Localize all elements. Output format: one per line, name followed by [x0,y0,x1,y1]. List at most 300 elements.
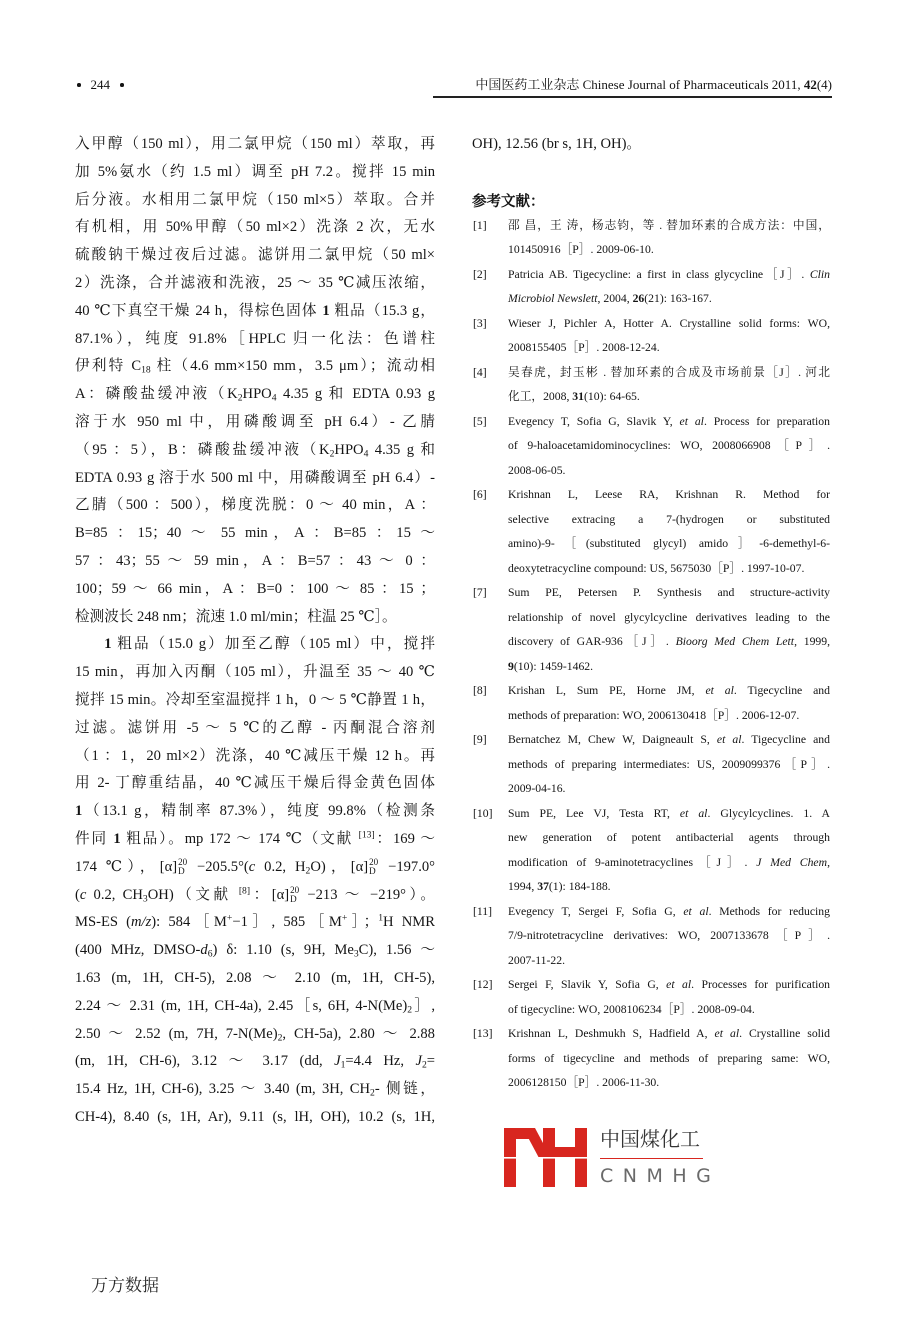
text-line [508,385,830,410]
text-run: −213 ～ −219°）。 [300,886,435,903]
text-line [75,159,435,187]
text-run: deoxytetracycline compound: US, 5675030［P］. 1997-10-07. [508,561,805,575]
superscript: + [341,913,348,925]
italic-text: et al [683,904,709,918]
text-run: 15 min，再加入丙酮（105 ml），升温至 35 ～ 40 ℃ [75,664,435,681]
subscript: 4 [363,448,369,460]
subscript: 4 [271,392,277,404]
subscript: D [290,894,297,905]
reference-number: [1] [473,218,487,232]
text-line [75,687,435,715]
text-line [508,606,830,631]
reference-text [508,679,830,728]
subscript: 2 [329,448,335,460]
text-run: 检测波长 248 nm；流速 1.0 ml/min；柱温 25 ℃］。 [75,608,397,625]
reference-number: [2] [473,267,487,281]
text-line [75,492,435,520]
italic-text: et al [705,684,734,698]
text-run: 搅拌 15 min。冷却至室温搅拌 1 h，0 ～ 5 ℃静置 1 h， [75,691,435,708]
text-run: 粗品（15.0 g）加至乙醇（105 ml）中，搅拌 [111,636,435,653]
text-run: 100；59 ～ 66 min，A ：B=0 ：100 ～ 85 ：15 ； [75,580,435,597]
superscript: [13] [358,829,375,841]
text-run: （1 ：1，20 ml×2）洗涤，40 ℃减压干燥 12 h。再 [75,747,435,764]
text-line [75,882,435,910]
right-column-continued-text [472,131,830,159]
subscript: 2 [237,392,243,404]
text-run: A：磷酸盐缓冲液（K [75,386,238,403]
text-line [75,909,435,937]
superscript: 20 [178,856,188,867]
text-line [508,483,830,508]
text-line [472,131,830,159]
text-run: MS-ES ( [75,914,132,931]
text-run: （13.1 g，精制率 87.3%），纯度 99.8%（检测条 [82,803,435,820]
reference-number: [3] [473,316,487,330]
text-line [508,630,830,655]
text-run: 粗品）。mp 172 ～ 174 ℃（文献 [120,830,359,847]
superscript: 1 [378,913,384,925]
text-run: 伊利特 C [75,358,142,375]
text-line [508,826,830,851]
text-line [75,353,435,381]
text-run: 件同 [75,830,114,847]
text-run: 0.2, H [255,858,306,875]
reference-number: [12] [473,978,493,992]
italic-text: et al [716,733,742,747]
text-line [75,242,435,270]
stacked-scripts [290,886,299,905]
text-line [508,336,830,361]
subscript: D [369,866,376,877]
text-run: OH), 12.56 (br s, 1H, OH)。 [472,136,642,152]
subscript: D [178,866,185,877]
text-line [75,715,435,743]
text-line [508,557,830,582]
text-line [75,1021,435,1049]
reference-number: [11] [473,904,493,918]
paragraph [75,631,435,1131]
text-line [508,312,830,337]
bold-text: 9 [508,659,514,673]
italic-text: Microbiol Newslett [508,292,598,306]
text-line [508,655,830,680]
running-header-right [475,76,832,94]
text-run: C), 1.56 ～ [358,942,435,959]
italic-text: et al [666,978,692,992]
text-run: ：169 ～ [374,830,435,847]
text-line [75,1048,435,1076]
paragraph [472,131,830,159]
text-line [75,965,435,993]
text-line [508,1022,830,1047]
text-run: 化工，2008, [508,390,573,404]
stacked-scripts [369,858,378,877]
reference-item [472,973,830,1022]
superscript: 20 [290,884,300,895]
text-run: 2009-04-16. [508,782,566,796]
italic-text: c [248,858,256,875]
text-line [75,520,435,548]
text-run: 柱（4.6 mm×150 mm，3.5 μm）；流动相 [150,358,436,375]
text-line [508,532,830,557]
reference-text [508,410,830,484]
text-run: . Processes for purification [691,978,831,992]
reference-item [472,1022,830,1096]
reference-text [508,973,830,1022]
text-run: ：[α] [250,886,290,903]
text-line [508,581,830,606]
text-run: . Process for preparation [703,414,830,428]
text-line [75,465,435,493]
references-list [472,214,830,1096]
text-line [75,131,435,159]
stacked-scripts [178,858,187,877]
text-run: forms of tigecycline and methods of preparing same: WO, [508,1051,830,1065]
text-run: Evegency T, Sofia G, Slavik Y, [508,414,680,428]
subscript: 2 [407,1004,413,1016]
text-line [75,937,435,965]
text-line [508,287,830,312]
text-line [75,437,435,465]
text-run: Sum PE, Petersen P. Synthesis and structure-activity [508,586,830,600]
reference-item [472,361,830,410]
text-run: (21): 163-167. [644,292,712,306]
text-line [75,743,435,771]
subscript: 2 [305,865,311,877]
bold-text: 1 [104,636,112,653]
text-line [75,1104,435,1132]
text-run: , 2004, [597,292,633,306]
text-run: 15.4 Hz, 1H, CH-6), 3.25 ～ 3.40 (m, 3H, CH [75,1081,371,1098]
text-line [508,263,830,288]
text-line [75,631,435,659]
reference-number: [4] [473,365,487,379]
subscript: 3 [353,948,359,960]
text-line [75,409,435,437]
text-line [508,361,830,386]
reference-item [472,900,830,974]
italic-text: Bioorg Med Chem Lett [675,635,795,649]
text-run: 2008155405［P］. 2008-12-24. [508,341,660,355]
reference-number: [13] [473,1027,493,1041]
italic-text: c [79,886,87,903]
text-line [508,410,830,435]
text-run: 57 ：43；55 ～ 59 min，A ：B=57 ：43 ～ 0 ： [75,552,435,569]
text-run: 入甲醇（150 ml），用二氯甲烷（150 ml）萃取，再 [75,136,435,152]
text-line [508,924,830,949]
italic-text: J Med Chem [756,855,828,869]
text-run: Sum PE, Lee VJ, Testa RT, [508,806,680,820]
reference-number: [6] [473,488,487,502]
text-run: 7/9-nitrotetracycline derivatives: WO, 2007133678［P］. [508,929,830,943]
superscript: + [226,913,233,925]
text-line [508,875,830,900]
italic-text: J [415,1053,422,1070]
text-run: relationship of novel glycylcycline derivatives leading to the [508,610,830,624]
text-run: methods of preparation: WO, 2006130418［P］. 2006-12-07. [508,708,800,722]
text-run: of tigecycline: WO, 2008106234［P］. 2008-09-04. [508,1002,755,1016]
text-run: （95 ：5），B：磷酸盐缓冲液（K [75,441,330,458]
text-run: (10): 1459-1462. [513,659,594,673]
text-line [508,949,830,974]
text-line [508,728,830,753]
text-line [508,998,830,1023]
text-line [75,659,435,687]
italic-text: d [200,942,208,959]
bold-text: 37 [537,880,549,894]
text-run: −197.0° [379,858,435,875]
bold-text: 31 [572,390,584,404]
text-line [75,826,435,854]
text-run: (10): 64-65. [583,390,640,404]
superscript: [8] [238,885,251,897]
text-run: 乙腈（500 ：500），梯度洗脱：0 ～ 40 min，A ： [75,497,435,514]
text-line [508,704,830,729]
text-line [75,993,435,1021]
reference-number: [8] [473,684,487,698]
text-run: 过滤。滤饼用 -5 ～ 5 ℃的乙醇 - 丙酮混合溶剂 [75,719,435,736]
left-column [75,131,435,1132]
text-run: 吴春虎，封玉彬 . 替加环素的合成及市场前景［J］. 河北 [508,365,830,379]
bold-text: 1 [75,803,83,820]
text-run: ): 584［M [151,914,227,931]
text-run: Krishnan L, Deshmukh S, Hadfield A, [508,1027,715,1041]
text-run: HPO [334,441,364,458]
text-line [508,508,830,533]
text-run: Evegency T, Sergei F, Sofia G, [508,904,684,918]
text-run: 有机相，用 50%甲醇（50 ml×2）洗涤 2 次，无水 [75,219,435,236]
text-run: new generation of potent antibacterial agents through [508,831,830,845]
text-run: (m, 1H, CH-6), 3.12 ～ 3.17 (dd, [75,1053,335,1070]
text-run: , [827,855,830,869]
text-run: Krishan L, Sum PE, Horne JM, [508,684,706,698]
text-run: HPO [242,386,272,403]
reference-text [508,802,830,900]
text-line [75,548,435,576]
text-run: 2.24 ～ 2.31 (m, 1H, CH-4a), 2.45［s, 6H, 4-N(Me) [75,997,408,1014]
text-run: 40 ℃下真空干燥 24 h，得棕色固体 [75,302,323,319]
text-run: Bernatchez M, Chew W, Daigneault S, [508,733,717,747]
reference-item [472,483,830,581]
running-header-left [75,76,134,94]
text-line [75,770,435,798]
text-run: =4.4 Hz, [345,1053,416,1070]
text-run: ( [75,886,80,903]
subscript: 3 [142,893,148,905]
text-line [508,1071,830,1096]
text-line [75,604,435,632]
text-run: 1994, [508,880,538,894]
text-line [508,753,830,778]
text-run: (400 MHz, DMSO- [75,942,201,959]
reference-item [472,312,830,361]
text-line [508,802,830,827]
reference-item [472,410,830,484]
logo-name-en: CNMHG [600,1165,721,1187]
text-line [75,270,435,298]
text-line [75,854,435,882]
text-line [75,298,435,326]
text-run: ］； [347,914,379,931]
text-run: −205.5°( [188,858,249,875]
text-line [508,214,830,239]
text-run: −1］, 585［M [232,914,342,931]
italic-text: et al [679,414,704,428]
text-run: CH-4), 8.40 (s, 1H, Ar), 9.11 (s, lH, OH), 10.2 (s, 1H, [75,1108,435,1125]
logo-divider [600,1158,703,1160]
journal-volume: 42 [803,77,817,92]
italic-text: J [334,1053,341,1070]
bold-text: 1 [113,830,121,847]
journal-issue: (4) [816,77,832,92]
text-run: . Tigecycline and [741,733,830,747]
text-run: (1): 184-188. [548,880,611,894]
paragraph [75,131,435,631]
text-line [75,187,435,215]
cnmhg-logo-mark-icon [504,1128,587,1187]
subscript: 18 [141,365,151,377]
text-run: . Methods for reducing [708,904,830,918]
text-run: selective extracing a 7-(hydrogen or substituted [508,512,830,526]
references-heading: 参考文献： [472,194,545,210]
reference-text [508,263,830,312]
text-line [508,459,830,484]
text-run: Sergei F, Slavik Y, Sofia G, [508,978,667,992]
text-run: 4.35 g 和 EDTA 0.93 g [276,386,435,403]
text-line [508,238,830,263]
text-run: H NMR [383,914,435,931]
subscript: 2 [277,1032,283,1044]
reference-text [508,1022,830,1096]
text-run: 溶于水 950 ml 中，用磷酸调至 pH 6.4）- 乙腈 [75,413,435,430]
text-run: Krishnan L, Leese RA, Krishnan R. Method for [508,488,830,502]
text-run: 1.63 (m, 1H, CH-5), 2.08 ～ 2.10 (m, 1H, CH-5), [75,969,435,986]
reference-text [508,312,830,361]
text-line [75,1076,435,1104]
text-run: , 1999, [794,635,831,649]
text-line [508,900,830,925]
text-run: OH)（文献 [147,886,239,903]
text-line [508,777,830,802]
journal-title-en: Chinese Journal of Pharmaceuticals [582,77,769,92]
footer-watermark: 万方数据 [91,1276,159,1296]
reference-text [508,361,830,410]
text-run: . Crystalline solid [739,1027,831,1041]
header-rule [433,96,832,98]
text-run: amino)-9-［(substituted glycyl) amido］-6-demethyl-6- [508,537,830,551]
text-run: 邵 昌，王 涛，杨志钧，等 . 替加环素的合成方法：中国， [508,218,830,232]
bold-text: 26 [632,292,645,306]
reference-item [472,679,830,728]
bullet-icon [77,83,81,87]
journal-year: 2011, [771,77,801,92]
italic-text: Clin [809,267,830,281]
subscript: 6 [207,948,213,960]
text-run: 粗品（15.3 g， [329,302,435,319]
text-run: 4.35 g 和 [368,441,435,458]
text-line [75,326,435,354]
text-run: 硫酸钠干燥过夜后过滤。滤饼用二氯甲烷（50 ml× [75,247,435,264]
text-run: discovery of GAR-936［J］. [508,635,676,649]
text-line [508,851,830,876]
reference-item [472,214,830,263]
text-run: 加 5%氨水（约 1.5 ml）调至 pH 7.2。搅拌 15 min [75,163,435,180]
bullet-icon [120,83,124,87]
subscript: 2 [370,1087,375,1099]
text-run: Wieser J, Pichler A, Hotter A. Crystalline solid forms: WO, [508,316,830,330]
text-run: O)，[α] [310,858,369,875]
text-run: EDTA 0.93 g 溶于水 500 ml 中，用磷酸调至 pH 6.4）- [75,469,435,486]
text-run: 101450916［P］. 2009-06-10. [508,243,654,257]
subscript: 1 [340,1059,346,1071]
reference-number: [7] [473,586,487,600]
reference-number: [5] [473,414,487,428]
text-run: 2008-06-05. [508,463,566,477]
reference-text [508,728,830,802]
superscript: 20 [369,856,379,867]
journal-title-cn: 中国医药工业杂志 [475,77,580,92]
text-run: 后分液。水相用二氯甲烷（150 ml×5）萃取。合并 [75,191,435,208]
text-run: = [426,1053,435,1070]
italic-text: m/z [131,914,152,931]
text-run: 174 ℃），[α] [75,858,178,875]
text-run: 用 2- 丁醇重结晶，40 ℃减压干燥后得金黄色固体 [75,775,435,792]
text-run: - 侧链， [374,1081,435,1098]
bold-text: 1 [322,302,330,319]
text-run: B=85 ：15；40 ～ 55 min，A ：B=85 ：15 ～ [75,525,435,542]
reference-number: [10] [473,806,493,820]
text-run: 2.50 ～ 2.52 (m, 7H, 7-N(Me) [75,1025,278,1042]
reference-text [508,483,830,581]
text-run: 2007-11-22. [508,953,566,967]
text-run: , CH-5a), 2.80 ～ 2.88 [282,1025,435,1042]
text-run: ］, [412,997,435,1014]
text-run: modification of 9-aminotetracyclines［J］. [508,855,757,869]
subscript: 2 [421,1059,427,1071]
reference-text [508,214,830,263]
text-run: 2）洗涤，合并滤液和洗液，25 ～ 35 ℃减压浓缩， [75,274,435,291]
reference-item [472,802,830,900]
logo-name-cn: 中国煤化工 [600,1127,700,1151]
italic-text: et al [679,806,708,820]
text-run: . Glycylcyclines. 1. A [707,806,830,820]
text-line [508,1047,830,1072]
text-run: Patricia AB. Tigecycline: a first in class glycycline［J］. [508,267,810,281]
italic-text: et al [714,1027,740,1041]
text-line [508,679,830,704]
text-run: 0.2, CH [86,886,143,903]
text-run: methods of preparing intermediates: US, 2009099376［P］. [508,757,830,771]
reference-item [472,263,830,312]
text-line [508,434,830,459]
page-number: 244 [90,77,110,92]
text-line [75,576,435,604]
text-line [75,798,435,826]
reference-text [508,581,830,679]
text-run: ) δ: 1.10 (s, 9H, Me [212,942,354,959]
reference-number: [9] [473,733,487,747]
text-run: 87.1%），纯度 91.8%［HPLC 归一化法：色谱柱 [75,330,435,347]
text-line [75,214,435,242]
reference-text [508,900,830,974]
reference-item [472,728,830,802]
reference-item [472,581,830,679]
text-line [75,381,435,409]
text-line [508,973,830,998]
text-run: . Tigecycline and [733,684,830,698]
text-run: of 9-haloacetamidominocyclines: WO, 2008066908［P］. [508,439,830,453]
text-run: 2006128150［P］. 2006-11-30. [508,1076,660,1090]
